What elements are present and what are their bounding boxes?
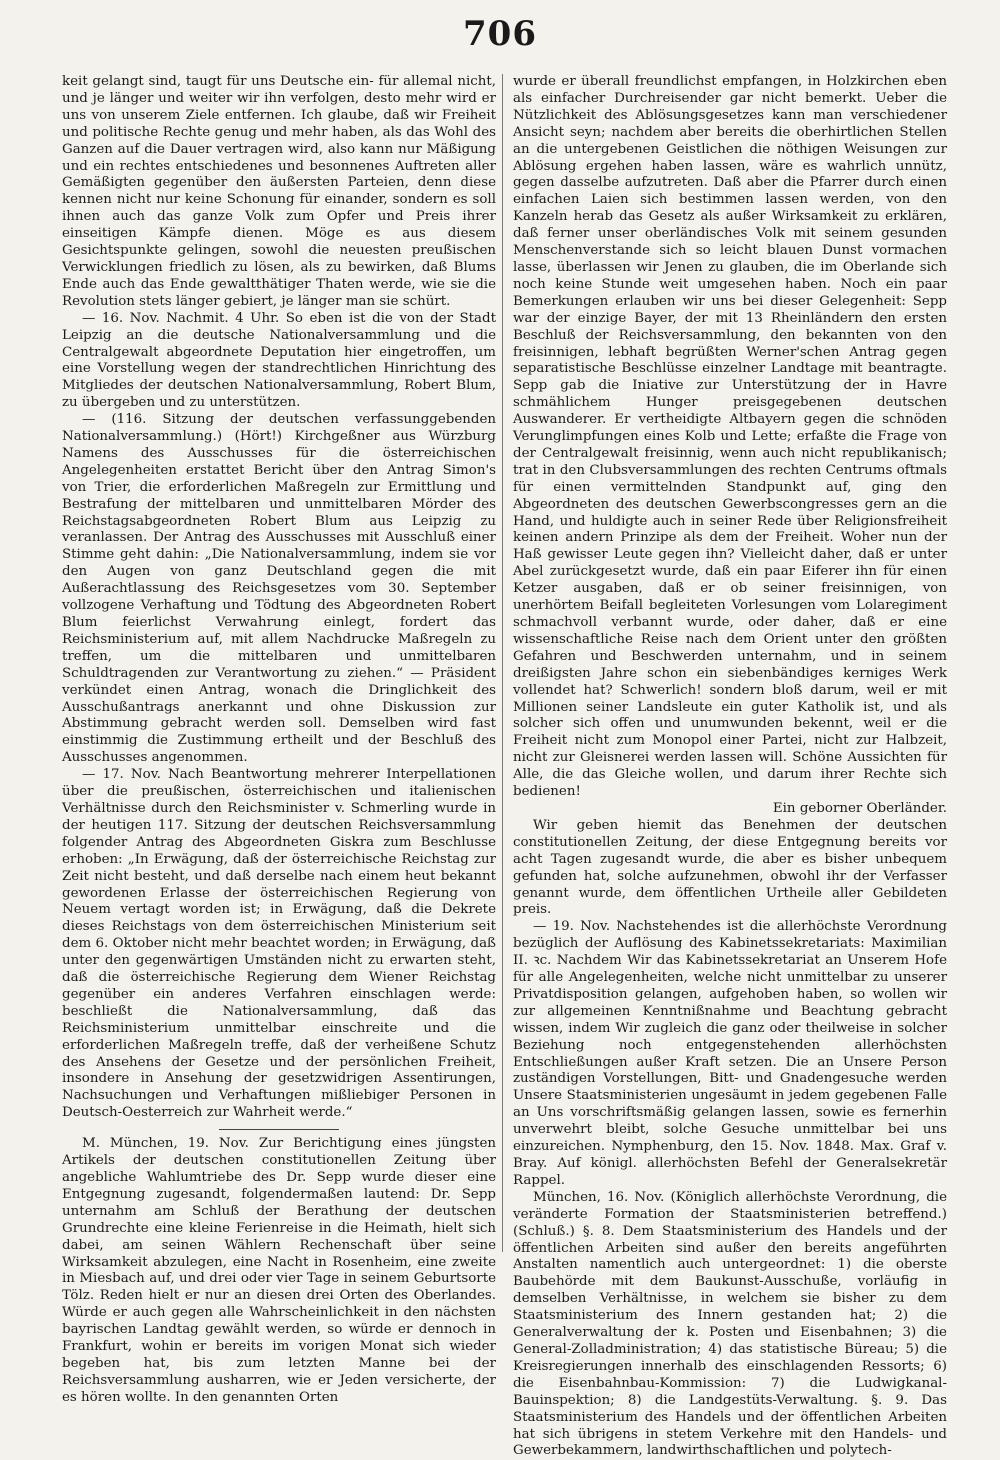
article-paragraph: — 16. Nov. Nachmit. 4 Uhr. So eben ist die von der Stadt Leipzig an die deutsche Nationalversammlung und die Centralgewalt abgeordnete Deputation hier eingetroffen, um eine Vorstellung wegen der standrechtlichen Hinrichtung des Mitgliedes der deutschen Nationalversammlung, Robert Blum, zu übergeben und zu unterstützen. <box>62 310 496 411</box>
article-paragraph: wurde er überall freundlichst empfangen, in Holzkirchen eben als einfacher Durchreisender gar nicht bemerkt. Ueber die Nützlichkeit des Ablösungsgesetzes kann man verschiedener Ansicht seyn; nachdem aber bereits die oberhirtlichen Stellen an die untergebenen Geistlichen die nöthigen Weisungen zur Ablösung ergehen haben lassen, wäre es wahrlich unnütz, gegen dasselbe aufzutreten. Daß aber die Pfarrer durch einen einfachen Laien sich bestimmen lassen werden, von den Kanzeln herab das Gesetz als außer Wirksamkeit zu erklären, daß ferner unser oberländisches Volk mit seinem gesunden Menschenverstande sich so leicht blauen Dunst vormachen lasse, überlassen wir Jenen zu glauben, die im Oberlande sich noch keine Stunde weit umgesehen haben. Noch ein paar Bemerkungen erlauben wir uns bei dieser Gelegenheit: Sepp war der einzige Bayer, der mit 13 Rheinländern den ersten Beschluß der Reichsversammlung, den bekannten von den freisinnigen, lebhaft begrüßten Werner'schen Antrag gegen separatistische Beschlüsse einzelner Landtage mit beantragte. Sepp gab die Iniative zur Unterstützung der in Havre schmählichem Hunger preisgegebenen deutschen Auswanderer. Er vertheidigte Altbayern gegen die schnöden Verunglimpfungen eines Kolb und Lette; erfaßte die Frage von der Centralgewalt freisinnig, wenn auch nicht republikanisch; trat in den Clubsversammlungen des rechten Centrums oftmals für einen vermittelnden Standpunkt auf, ging den Abgeordneten des deutschen Gewerbscongresses gern an die Hand, und huldigte auch in seiner Rede über Religionsfreiheit keinen andern Prinzipe als dem der Freiheit. Woher nun der Haß gewisser Leute gegen ihn? Vielleicht daher, daß er unter Abel zurückgesetzt wurde, daß ein paar Eiferer ihn für einen Ketzer ausgaben, daß er ob seiner freisinnigen, von unerhörtem Beifall begleiteten Vorlesungen vom Lolaregiment schmachvoll verbannt wurde, oder daher, daß er eine wissenschaftliche Reise nach dem Orient unter den größten Gefahren und Beschwerden unternahm, und in seinem dreißigsten Jahre schon ein siebenbändiges kerniges Werk vollendet hat? Schwerlich! sondern bloß darum, weil er mit Millionen seiner Landsleute ein guter Katholik ist, und als solcher sich offen und unumwunden bekennt, weil er die Freiheit nicht zum Monopol einer Partei, nicht zur Halbzeit, nicht zur Gleisnerei werden lassen will. Schöne Aussichten für Alle, die das Gleiche wollen, und darum ihrer Rechte sich bedienen! <box>513 74 947 800</box>
column-divider <box>502 74 503 1252</box>
article-paragraph: M. München, 19. Nov. Zur Berichtigung eines jüngsten Artikels der deutschen constitutionellen Zeitung über angebliche Wahlumtriebe des Dr. Sepp wurde dieser eine Entgegnung zugesandt, folgendermaßen lautend: Dr. Sepp unternahm am Schluß der Berathung der deutschen Grundrechte eine kleine Ferienreise in die Heimath, hielt sich dabei, am seinen Wählern Rechenschaft über seine Wirksamkeit abzulegen, eine Nacht in Rosenheim, eine zweite in Miesbach auf, und drei oder vier Tage in seinem Geburtsorte Tölz. Reden hielt er nur an diesen drei Orten des Oberlandes. Würde er auch gegen alle Wahrscheinlichkeit in den nächsten bayrischen Landtag gewählt werden, so würde er dennoch in Frankfurt, wohin er bereits im vorigen Monat sich wieder begeben hat, bis zum letzten Manne bei der Reichsversammlung ausharren, wie er Jeden versicherte, der es hören wollte. In den genannten Orten <box>62 1136 496 1405</box>
signature: Ein geborner Oberländer. <box>772 800 947 816</box>
article-paragraph: Wir geben hiemit das Benehmen der deutschen constitutionellen Zeitung, der diese Entgegnung bereits vor acht Tagen zugesandt wurde, die aber es bisher unbequem gefunden hat, solche aufzunehmen, obwohl ihr der Verfasser genannt wurde, dem öffentlichen Urtheile aller Gebildeten preis. <box>513 817 947 918</box>
article-paragraph: — 17. Nov. Nach Beantwortung mehrerer Interpellationen über die preußischen, österreichischen und italienischen Verhältnisse durch den Reichsminister v. Schmerling wurde in der heutigen 117. Sitzung der deutschen Reichsversammlung folgender Antrag des Abgeordneten Giskra zum Beschlusse erhoben: „In Erwägung, daß der österreichische Reichstag zur Zeit nicht besteht, und daß derselbe nach einem heut bekannt gewordenen Erlasse der österreichischen Regierung von Neuem vertagt worden ist; in Erwägung, daß die Dekrete dieses Reichstags von dem österreichischen Ministerium seit dem 6. Oktober nicht mehr beachtet worden; in Erwägung, daß unter den gegenwärtigen Umständen nicht zu erwarten steht, daß die österreichische Regierung dem Wiener Reichstag gegenüber ein anderes Verfahren einschlagen werde: beschließt die Nationalversammlung, daß das Reichsministerium unmittelbar einschreite und die erforderlichen Maßregeln treffe, daß der verheißene Schutz des Ansehens der Gesetze und der persönlichen Freiheit, insondere in Ansehung der gesetzwidrigen Assentirungen, Nachsuchungen und Verhaftungen mißliebiger Personen in Deutsch-Oesterreich zur Wahrheit werde.“ <box>62 767 496 1121</box>
article-paragraph: — (116. Sitzung der deutschen verfassunggebenden Nationalversammlung.) (Hört!) Kirchgeßner aus Würzburg Namens des Ausschusses für die österreichischen Angelegenheiten erstattet Bericht über den Antrag Simon's von Trier, die erforderlichen Maßregeln zur Ermittlung und Bestrafung der mittelbaren und unmittelbaren Mörder des Reichstagsabgeordneten Robert Blum aus Leipzig zu veranlassen. Der Antrag des Ausschusses mit Ausschluß einer Stimme geht dahin: „Die Nationalversammlung, indem sie vor den Augen von ganz Deutschland gegen die mit Außerachtlassung des Reichsgesetzes vom 30. September vollzogene Verhaftung und Tödtung des Abgeordneten Robert Blum feierlichst Verwahrung einlegt, fordert das Reichsministerium auf, mit allem Nachdrucke Maßregeln zu treffen, um die mittelbaren und unmittelbaren Schuldtragenden zur Verantwortung zu ziehen.“ — Präsident verkündet einen Antrag, wonach die Dringlichkeit des Ausschußantrags anerkannt und ohne Diskussion zur Abstimmung gebracht werden soll. Demselben wird fast einstimmig die Zustimmung ertheilt und der Beschluß des Ausschusses angenommen. <box>62 412 496 766</box>
section-divider <box>219 1129 339 1130</box>
article-paragraph: keit gelangt sind, taugt für uns Deutsche ein- für allemal nicht, und je länger und weiter wir ihn verfolgen, desto mehr wird er uns von unserem Ziele entfernen. Ich glaube, daß wir Freiheit und politische Rechte genug und mehr haben, als das Wohl des Ganzen auf die Dauer vertragen wird, also kann nur Mäßigung und ein rechtes entschiedenes und besonnenes Auftreten aller Gemäßigten gegenüber den äußersten Parteien, denn diese kennen nicht nur keine Schonung für einander, sondern es soll ihnen auch das ganze Volk zum Opfer und Preis ihrer einseitigen Kämpfe dienen. Möge es aus diesem Gesichtspunkte gelingen, sowohl die neuesten preußischen Verwicklungen friedlich zu lösen, als zu bewirken, daß Blums Ende auch das Ende gewaltthätiger Thaten werde, wie sie die Revolution stets länger gebiert, je länger man sie schürt. <box>62 74 496 309</box>
article-paragraph: — 19. Nov. Nachstehendes ist die allerhöchste Verordnung bezüglich der Auflösung des Kabinetssekretariats: Maximilian II. ꝛc. Nachdem Wir das Kabinetssekretariat an Unserem Hofe für alle Angelegenheiten, welche nicht unmittelbar zu unserer Privatdisposition gelangen, aufgehoben haben, so wollen wir zur allgemeinen Kenntnißnahme und Beachtung gebracht wissen, indem Wir zugleich die ganz oder theilweise in solcher Beziehung noch entgegenstehenden allerhöchsten Entschließungen außer Kraft setzen. Die an Unsere Person zuständigen Vorstellungen, Bitt- und Gnadengesuche werden Unsere Staatsministerien ungesäumt in jedem gegebenen Falle an Uns vorschriftsmäßig gelangen lassen, sowie es fernerhin unverwehrt bleibt, solche Gesuche unmittelbar bei uns einzureichen. Nymphenburg, den 15. Nov. 1848. Max. Graf v. Bray. Auf königl. allerhöchsten Befehl der Generalsekretär Rappel. <box>513 919 947 1188</box>
page-number: 706 <box>463 14 537 54</box>
article-paragraph: München, 16. Nov. (Königlich allerhöchste Verordnung, die veränderte Formation der Staatsministerien betreffend.) (Schluß.) §. 8. Dem Staatsministerium des Handels und der öffentlichen Arbeiten sind außer den bereits angeführten Anstalten namentlich auch untergeordnet: 1) die oberste Baubehörde mit dem Baukunst-Ausschuße, vorläufig in demselben Verhältnisse, in welchem sie bisher zu dem Staatsministerium des Innern gestanden hat; 2) die Generalverwaltung der k. Posten und Eisenbahnen; 3) die General-Zolladministration; 4) das statistische Büreau; 5) die Kreisregierungen innerhalb des einschlagenden Ressorts; 6) die Eisenbahnbau-Kommission: 7) die Ludwigkanal-Bauinspektion; 8) die Landgestüts-Verwaltung. §. 9. Das Staatsministerium des Handels und der öffentlichen Arbeiten hat sich übrigens in stetem Verkehre mit den Handels- und Gewerbekammern, landwirthschaftlichen und polytech- <box>513 1189 947 1459</box>
left-column <box>62 74 496 1407</box>
right-column <box>513 74 947 1460</box>
